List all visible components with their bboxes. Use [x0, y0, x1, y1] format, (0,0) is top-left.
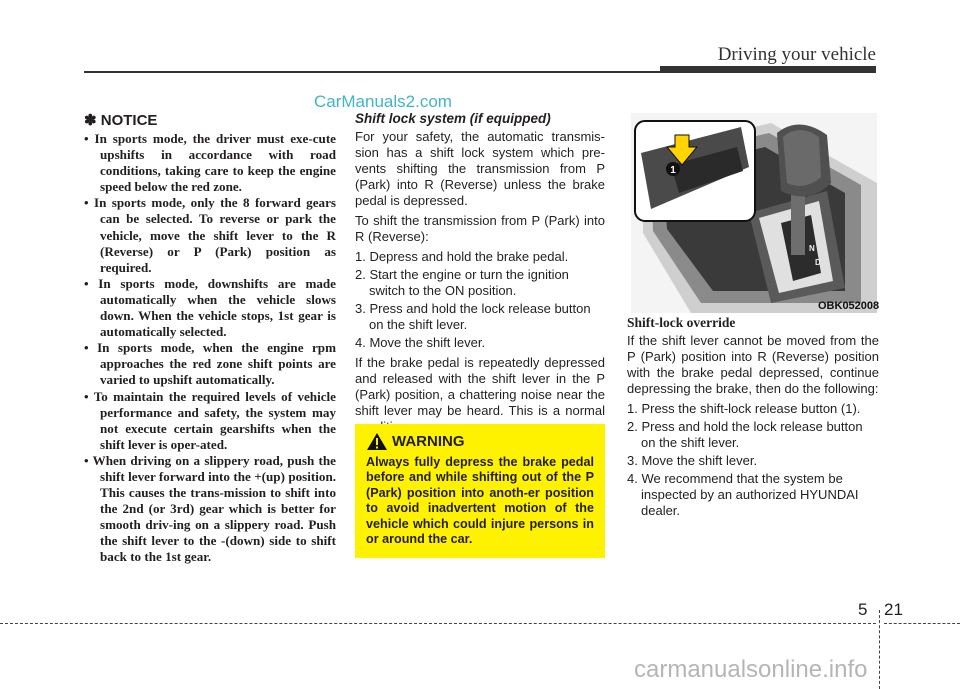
step-item: 1. Press the shift-lock release button (1). [627, 401, 861, 416]
callout-number: 1 [670, 165, 676, 176]
override-section [627, 315, 879, 523]
header-rule-thick [660, 66, 876, 73]
step-item: 4. We recommend that the system be inspected by an authorized HYUNDAI dealer. [627, 471, 859, 518]
header-rule [84, 71, 660, 73]
figure-code: OBK052008 [818, 300, 880, 312]
gear-label-n: N [809, 244, 815, 253]
notice-item: • In sports mode, when the engine rpm approaches the red zone shift points are varied to upshift automatically. [84, 340, 336, 388]
notice-item: • In sports mode, only the 8 forward gears can be selected. To reverse or park the vehicle, move the shift lever to the R (Reverse) or P (Park) position as required. [84, 195, 336, 275]
footer-rule [884, 623, 960, 624]
section-title: Shift-lock override [627, 315, 736, 330]
footer-rule [0, 623, 876, 624]
notice-section [84, 111, 336, 566]
step-item: 3. Move the shift lever. [627, 453, 758, 468]
paragraph: For your safety, the automatic transmis-sion has a shift lock system which pre-vents shifting the transmission from P (Park) into R (Reverse) unless the brake pedal is depressed. [355, 129, 605, 208]
notice-list [84, 131, 336, 566]
warning-triangle-icon [366, 432, 388, 451]
section-title: Shift lock system (if equipped) [355, 111, 551, 126]
section-number: 5 [858, 600, 868, 619]
header-title: Driving your vehicle [717, 44, 876, 65]
step-list [627, 401, 879, 519]
step-item: 1. Depress and hold the brake pedal. [355, 249, 569, 264]
paragraph: If the shift lever cannot be moved from the P (Park) position into R (Reverse) position with the brake pedal depressed, continue depressing the brake, then do the following: [627, 333, 879, 396]
shift-lock-section [355, 111, 605, 439]
notice-item: • To maintain the required levels of vehicle performance and safety, the system may not execute certain gearshifts when the shift lever is oper-ated. [84, 388, 336, 452]
notice-item: • In sports mode, downshifts are made automatically when the vehicle slows down. When the vehicle stops, 1st gear is automatically selected. [84, 275, 336, 340]
shift-lever-figure [631, 113, 880, 313]
watermark-bottom: carmanualsonline.info [634, 656, 868, 683]
page-number: 21 [884, 600, 903, 619]
step-item: 3. Press and hold the lock release button on the shift lever. [355, 301, 591, 332]
warning-box [355, 424, 605, 558]
warning-header [366, 432, 594, 451]
shift-lever-illustration [631, 113, 880, 313]
footer-divider [879, 610, 880, 689]
notice-item: • In sports mode, the driver must exe-cute upshifts in accordance with road conditions, taking care to keep the engine speed below the red zone. [84, 131, 336, 195]
step-list [355, 249, 605, 351]
gear-label-d: D [815, 258, 821, 267]
notice-item: • When driving on a slippery road, push the shift lever forward into the +(up) position. This causes the trans-mission to shift into the 2nd (or 3rd) gear which is better for smooth driv-ing on a slippery road. Push the shift lever to the -(down) side to shift back to the 1st gear. [84, 452, 336, 565]
step-item: 2. Press and hold the lock release button on the shift lever. [627, 419, 863, 450]
paragraph: If the brake pedal is repeatedly depressed and released with the shift lever in the P (Park) position, a chattering noise near the shift lever may be heard. This is a normal [355, 355, 605, 418]
warning-title: WARNING [392, 433, 465, 450]
notice-title: ✽ NOTICE [84, 112, 158, 129]
step-item: 2. Start the engine or turn the ignition switch to the ON position. [355, 267, 569, 298]
warning-text: Always fully depress the brake pedal before and while shifting out of the P (Park) position into anoth-er position to avoid inadvertent motion of the vehicle which could injure persons in or around the car. [366, 455, 594, 547]
paragraph: To shift the transmission from P (Park) into R (Reverse): [355, 213, 605, 244]
watermark-top: CarManuals2.com [314, 92, 452, 111]
step-item: 4. Move the shift lever. [355, 335, 486, 350]
